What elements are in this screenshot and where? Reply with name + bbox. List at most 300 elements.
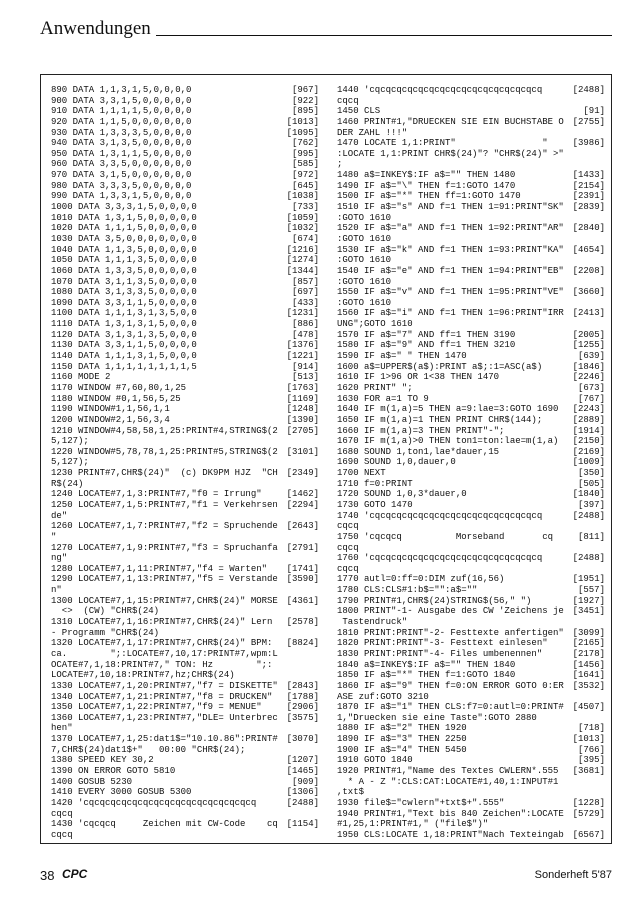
checksum: [1927]: [572, 595, 605, 606]
listing-column-right: [337, 85, 605, 840]
code-line: [337, 372, 605, 383]
checksum: [2839]: [572, 202, 605, 213]
checksum: [1376]: [286, 340, 319, 351]
code-line: [51, 809, 319, 820]
checksum: [2178]: [572, 648, 605, 659]
code-text: UNG";GOTO 1610: [337, 319, 413, 330]
checksum: [1788]: [286, 691, 319, 702]
code-line: [51, 298, 319, 309]
code-text: 1200 WINDOW#2,1,56,3,4: [51, 414, 170, 425]
code-line: [337, 351, 605, 362]
code-line: [51, 596, 319, 607]
code-line: [337, 606, 605, 617]
code-text: 1290 LOCATE#7,1,13:PRINT#7,"f5 = Verstande: [51, 574, 278, 585]
page-header: [40, 14, 612, 44]
checksum: [2578]: [286, 617, 319, 628]
checksum: [1456]: [572, 659, 605, 670]
code-text: OCATE#7,1,18:PRINT#7," TON: Hz ";:: [51, 659, 273, 670]
code-text: 1520 IF a$="a" AND f=1 THEN 1=92:PRINT"AR": [337, 223, 564, 234]
code-text: 1500 IF a$="*" THEN ff=1:GOTO 1470: [337, 191, 521, 202]
code-text: 950 DATA 1,3,1,1,5,0,0,0,0: [51, 148, 192, 159]
checksum: [3986]: [572, 138, 605, 149]
checksum: [3681]: [572, 766, 605, 776]
code-line: [51, 585, 319, 596]
checksum: [2906]: [286, 702, 319, 713]
code-text: 1080 DATA 3,1,3,3,5,0,0,0,0: [51, 287, 197, 298]
code-line: [337, 638, 605, 649]
code-text: 1780 CLS:CLS#1:b$="":a$="": [337, 585, 478, 596]
code-text: 1050 DATA 1,1,1,3,5,0,0,0,0: [51, 255, 197, 266]
checksum: [91]: [583, 106, 605, 117]
code-text: 1610 IF 1>96 OR 1<38 THEN 1470: [337, 372, 500, 383]
code-text: ca. ";:LOCATE#7,10,17:PRINT#7,wpm:L: [51, 648, 278, 659]
code-line: [337, 500, 605, 511]
checksum: [2488]: [572, 85, 605, 95]
code-line: [51, 85, 319, 96]
code-line: [337, 702, 605, 713]
code-line: [51, 649, 319, 660]
code-text: <> (CW) "CHR$(24): [51, 606, 160, 617]
code-text: 5,127);: [51, 457, 89, 468]
checksum: [8824]: [286, 638, 319, 649]
code-line: [51, 755, 319, 766]
code-text: 1260 LOCATE#7,1,7:PRINT#7,"f2 = Spruchende: [51, 521, 278, 532]
code-text: n": [51, 585, 62, 596]
code-line: [337, 468, 605, 479]
code-line: [51, 234, 319, 245]
code-text: R$(24): [51, 478, 84, 489]
code-line: [51, 617, 319, 628]
code-text: :GOTO 1610: [337, 212, 392, 223]
code-line: [51, 340, 319, 351]
checksum: [1009]: [572, 457, 605, 468]
checksum: [3070]: [286, 734, 319, 745]
code-line: [51, 713, 319, 724]
checksum: [1013]: [286, 116, 319, 127]
code-line: [337, 617, 605, 628]
code-text: #1,25,1:PRINT#1," ("file$")": [337, 819, 489, 830]
code-line: [51, 96, 319, 107]
code-text: 890 DATA 1,1,3,1,5,0,0,0,0: [51, 85, 192, 95]
code-text: 1040 DATA 1,1,3,5,0,0,0,0,0: [51, 244, 197, 255]
code-line: [337, 383, 605, 394]
checksum: [1095]: [286, 127, 319, 138]
checksum: [3590]: [286, 574, 319, 585]
code-line: [337, 436, 605, 447]
code-text: 1470 LOCATE 1,1:PRINT" ": [337, 138, 548, 149]
code-line: [337, 85, 605, 96]
checksum: [673]: [577, 382, 605, 393]
checksum: [811]: [577, 531, 605, 542]
checksum: [2643]: [286, 521, 319, 532]
code-text: 1580 IF a$="9" AND ff=1 THEN 3210: [337, 340, 516, 351]
code-text: 5,127);: [51, 436, 89, 447]
section-title: Anwendungen: [40, 18, 151, 39]
code-line: [51, 128, 319, 139]
code-text: 1890 IF a$="3" THEN 2250: [337, 734, 467, 745]
code-line: [337, 809, 605, 820]
code-line: [337, 96, 605, 107]
code-line: [51, 734, 319, 745]
code-line: [337, 117, 605, 128]
checksum: [1465]: [286, 766, 319, 776]
code-text: 1280 LOCATE#7,1,11:PRINT#7,"f4 = Warten": [51, 563, 268, 574]
checksum: [645]: [291, 180, 319, 191]
code-line: [51, 287, 319, 298]
checksum: [762]: [291, 138, 319, 149]
checksum: [2005]: [572, 329, 605, 340]
code-line: [51, 159, 319, 170]
code-line: [51, 606, 319, 617]
checksum: [1228]: [572, 797, 605, 808]
code-text: cqcq: [51, 829, 73, 840]
checksum: [1255]: [572, 340, 605, 351]
code-text: 1510 IF a$="s" AND f=1 THEN 1=91:PRINT"SK": [337, 202, 564, 213]
checksum: [2488]: [572, 510, 605, 521]
code-text: ng": [51, 553, 68, 564]
code-line: [337, 213, 605, 224]
code-text: 1440 'cqcqcqcqcqcqcqcqcqcqcqcqcqcqcqcq: [337, 85, 543, 95]
checksum: [4361]: [286, 595, 319, 606]
code-line: [51, 223, 319, 234]
checksum: [2705]: [286, 425, 319, 436]
code-text: 1930 file$="cwlern"+txt$+".555": [337, 797, 505, 808]
code-text: 1010 DATA 1,3,1,5,0,0,0,0,0: [51, 212, 197, 223]
code-line: [51, 426, 319, 437]
code-line: [51, 787, 319, 798]
code-line: [337, 447, 605, 458]
magazine-logo: CPC: [62, 867, 88, 881]
code-line: [337, 287, 605, 298]
code-text: - Programm "CHR$(24): [51, 627, 160, 638]
checksum: [886]: [291, 319, 319, 330]
checksum: [505]: [577, 478, 605, 489]
code-text: 1540 IF a$="e" AND f=1 THEN 1=94:PRINT"EB": [337, 265, 564, 276]
code-text: 1590 IF a$=" " THEN 1470: [337, 351, 467, 362]
code-line: [51, 681, 319, 692]
code-text: de": [51, 510, 68, 521]
code-line: [337, 755, 605, 766]
code-line: [51, 777, 319, 788]
code-text: 1870 IF a$="1" THEN CLS:f7=0:autl=0:PRINT#: [337, 702, 564, 713]
code-line: [51, 511, 319, 522]
code-text: 1530 IF a$="k" AND f=1 THEN 1=93:PRINT"KA": [337, 244, 564, 255]
code-text: 1840 a$=INKEY$:IF a$="" THEN 1840: [337, 659, 516, 670]
code-text: 1600 a$=UPPER$(a$):PRINT a$;:1=ASC(a$): [337, 361, 543, 372]
code-line: [337, 149, 605, 160]
checksum: [718]: [577, 723, 605, 734]
code-line: [51, 415, 319, 426]
code-text: 1480 a$=INKEY$:IF a$="" THEN 1480: [337, 170, 516, 181]
code-line: [337, 553, 605, 564]
code-text: 1180 WINDOW #0,1,56,5,25: [51, 393, 181, 404]
code-line: [337, 692, 605, 703]
code-line: [51, 489, 319, 500]
code-text: hen": [51, 723, 73, 734]
code-line: [337, 170, 605, 181]
code-line: [51, 543, 319, 554]
code-text: 910 DATA 1,1,1,1,5,0,0,0,0: [51, 106, 192, 117]
code-line: [51, 351, 319, 362]
page-number: 38: [40, 868, 55, 883]
code-line: [337, 660, 605, 671]
code-text: 1910 GOTO 1840: [337, 755, 413, 766]
checksum: [967]: [291, 85, 319, 95]
code-text: 1730 GOTO 1470: [337, 499, 413, 510]
checksum: [3101]: [286, 446, 319, 457]
checksum: [2488]: [286, 797, 319, 808]
checksum: [909]: [291, 776, 319, 787]
code-text: 1410 EVERY 3000 GOSUB 5300: [51, 787, 192, 798]
code-text: 940 DATA 3,1,3,5,0,0,0,0,0: [51, 138, 192, 149]
code-line: [337, 457, 605, 468]
code-text: 1190 WINDOW#1,1,56,1,1: [51, 404, 170, 415]
checksum: [1914]: [572, 425, 605, 436]
code-text: 1640 IF m(1,a)=5 THEN a=9:lae=3:GOTO 1690: [337, 404, 559, 415]
code-line: [337, 734, 605, 745]
code-line: [337, 181, 605, 192]
checksum: [1344]: [286, 265, 319, 276]
code-line: [337, 574, 605, 585]
code-text: 1140 DATA 1,1,1,3,1,5,0,0,0: [51, 351, 197, 362]
code-text: 1770 autl=0:ff=0:DIM zuf(16,56): [337, 574, 505, 585]
code-text: 1880 IF a$="2" THEN 1920: [337, 723, 467, 734]
code-text: Tastendruck": [337, 617, 408, 628]
code-text: 1670 IF m(1,a)>0 THEN ton1=ton:lae=m(1,a): [337, 436, 559, 447]
checksum: [2889]: [572, 414, 605, 425]
code-text: 1710 f=0:PRINT: [337, 478, 413, 489]
checksum: [3451]: [572, 606, 605, 617]
code-text: 1110 DATA 1,3,1,3,1,5,0,0,0: [51, 319, 197, 330]
code-text: 1680 SOUND 1,ton1,lae*dauer,15: [337, 446, 500, 457]
code-text: 1000 DATA 3,3,3,1,5,0,0,0,0: [51, 202, 197, 213]
code-text: :LOCATE 1,1:PRINT CHR$(24)"? "CHR$(24)" >": [337, 148, 564, 159]
code-text: 1750 'cqcqcq Morseband cq: [337, 531, 554, 542]
code-line: [337, 723, 605, 734]
code-text: ,txt$: [337, 787, 365, 798]
code-text: cqcq: [337, 542, 359, 553]
code-line: [337, 532, 605, 543]
code-line: [337, 777, 605, 788]
code-line: [337, 819, 605, 830]
code-line: [51, 830, 319, 841]
checksum: [2154]: [572, 180, 605, 191]
code-line: [337, 319, 605, 330]
code-text: 1800 PRINT"-1- Ausgabe des CW 'Zeichens je: [337, 606, 564, 617]
code-text: ASE zuf:GOTO 3210: [337, 691, 429, 702]
code-line: [51, 553, 319, 564]
checksum: [3099]: [572, 627, 605, 638]
code-line: [337, 298, 605, 309]
code-line: [51, 500, 319, 511]
code-line: [51, 394, 319, 405]
code-line: [337, 745, 605, 756]
checksum: [766]: [577, 744, 605, 755]
checksum: [1462]: [286, 489, 319, 500]
code-line: [51, 692, 319, 703]
code-text: 1940 PRINT#1,"Text bis 840 Zeichen":LOCATE: [337, 808, 564, 819]
code-text: 1160 MODE 2: [51, 372, 111, 383]
code-line: [337, 245, 605, 256]
code-text: 1660 IF m(1,a)=3 THEN PRINT"-";: [337, 425, 505, 436]
checksum: [4507]: [572, 702, 605, 713]
code-text: 1460 PRINT#1,"DRUECKEN SIE EIN BUCHSTABE O: [337, 116, 564, 127]
code-text: 920 DATA 1,1,5,0,0,0,0,0,0: [51, 116, 192, 127]
code-line: [51, 181, 319, 192]
code-text: ;: [337, 159, 343, 170]
checksum: [674]: [291, 233, 319, 244]
code-line: [51, 149, 319, 160]
code-line: [337, 340, 605, 351]
code-line: [337, 128, 605, 139]
code-line: [51, 372, 319, 383]
checksum: [1013]: [572, 734, 605, 745]
checksum: [2246]: [572, 372, 605, 383]
checksum: [972]: [291, 170, 319, 181]
code-text: 7,CHR$(24)dat1$+" 00:00 "CHR$(24);: [51, 744, 246, 755]
code-line: [51, 660, 319, 671]
checksum: [767]: [577, 393, 605, 404]
code-text: 1220 WINDOW#5,78,78,1,25:PRINT#5,STRING$(2: [51, 446, 278, 457]
code-text: 1450 CLS: [337, 106, 381, 117]
checksum: [1248]: [286, 404, 319, 415]
header-rule: [156, 35, 612, 36]
checksum: [1433]: [572, 170, 605, 181]
code-line: [337, 426, 605, 437]
code-line: [337, 511, 605, 522]
checksum: [697]: [291, 287, 319, 298]
code-line: [51, 383, 319, 394]
code-line: [337, 585, 605, 596]
checksum: [2165]: [572, 638, 605, 649]
code-line: [51, 532, 319, 543]
checksum: [1274]: [286, 255, 319, 266]
checksum: [1846]: [572, 361, 605, 372]
checksum: [922]: [291, 95, 319, 106]
code-line: [51, 404, 319, 415]
code-text: 1070 DATA 3,1,1,3,5,0,0,0,0: [51, 276, 197, 287]
code-text: 1830 PRINT:PRINT"-4- Files umbenennen": [337, 648, 543, 659]
checksum: [733]: [291, 202, 319, 213]
code-line: [51, 447, 319, 458]
code-line: [51, 766, 319, 777]
code-text: 1390 ON ERROR GOTO 5810: [51, 766, 176, 776]
code-line: [337, 266, 605, 277]
code-text: 1400 GOSUB 5230: [51, 776, 133, 787]
code-line: [51, 319, 319, 330]
code-line: [51, 702, 319, 713]
code-line: [337, 308, 605, 319]
code-line: [337, 681, 605, 692]
checksum: [2208]: [572, 265, 605, 276]
checksum: [1390]: [286, 414, 319, 425]
code-line: [51, 117, 319, 128]
code-line: [337, 489, 605, 500]
code-line: [51, 106, 319, 117]
checksum: [1032]: [286, 223, 319, 234]
code-text: 960 DATA 3,3,5,0,0,0,0,0,0: [51, 159, 192, 170]
code-text: 1720 SOUND 1,0,3*dauer,0: [337, 489, 467, 500]
code-text: :GOTO 1610: [337, 297, 392, 308]
checksum: [2243]: [572, 404, 605, 415]
code-text: ": [51, 531, 57, 542]
code-text: 990 DATA 1,3,3,1,5,0,0,0,0: [51, 191, 192, 202]
code-line: [51, 330, 319, 341]
code-text: 1350 LOCATE#7,1,22:PRINT#7,"f9 = MENUE": [51, 702, 262, 713]
checksum: [2150]: [572, 436, 605, 447]
code-line: [337, 330, 605, 341]
code-text: 1030 DATA 3,5,0,0,0,0,0,0,0: [51, 233, 197, 244]
code-line: [337, 138, 605, 149]
checksum: [857]: [291, 276, 319, 287]
code-text: 1370 LOCATE#7,1,25:dat1$="10.10.86":PRINT#: [51, 734, 278, 745]
code-text: 1130 DATA 3,3,1,1,5,0,0,0,0: [51, 340, 197, 351]
checksum: [395]: [577, 755, 605, 766]
code-text: 1790 PRINT#1,CHR$(24)STRING$(56," "): [337, 595, 532, 606]
code-line: [51, 745, 319, 756]
code-text: 1550 IF a$="v" AND f=1 THEN 1=95:PRINT"VE": [337, 287, 564, 298]
code-line: [51, 638, 319, 649]
code-line: [51, 308, 319, 319]
code-text: 1270 LOCATE#7,1,9:PRINT#7,"f3 = Spruchanfa: [51, 542, 278, 553]
checksum: [2843]: [286, 680, 319, 691]
code-text: 1760 'cqcqcqcqcqcqcqcqcqcqcqcqcqcqcqcq: [337, 553, 543, 564]
code-text: 1090 DATA 3,3,1,1,5,0,0,0,0: [51, 297, 197, 308]
code-text: 1250 LOCATE#7,1,5:PRINT#7,"f1 = Verkehrsen: [51, 499, 278, 510]
code-text: :GOTO 1610: [337, 233, 392, 244]
checksum: [513]: [291, 372, 319, 383]
listing-column-left: [51, 85, 319, 840]
code-line: [51, 213, 319, 224]
checksum: [6567]: [572, 829, 605, 840]
code-line: [337, 713, 605, 724]
checksum: [1059]: [286, 212, 319, 223]
checksum: [2169]: [572, 446, 605, 457]
checksum: [1951]: [572, 574, 605, 585]
checksum: [1154]: [286, 819, 319, 830]
code-line: [337, 830, 605, 841]
code-line: [51, 245, 319, 256]
code-text: LOCATE#7,10,18:PRINT#7,hz;CHR$(24): [51, 670, 235, 681]
checksum: [478]: [291, 329, 319, 340]
code-text: 1570 IF a$="7" AND ff=1 THEN 3190: [337, 329, 516, 340]
code-text: 1330 LOCATE#7,1,20:PRINT#7,"f7 = DISKETTE": [51, 680, 278, 691]
code-text: 1810 PRINT:PRINT"-2- Festtexte anfertigen": [337, 627, 564, 638]
checksum: [2391]: [572, 191, 605, 202]
code-text: 1060 DATA 1,3,3,5,0,0,0,0,0: [51, 265, 197, 276]
code-line: [337, 106, 605, 117]
code-text: 1420 'cqcqcqcqcqcqcqcqcqcqcqcqcqcqcqcq: [51, 797, 257, 808]
code-text: 1860 IF a$="9" THEN f=0:ON ERROR GOTO 0:ER: [337, 680, 564, 691]
code-line: [51, 362, 319, 373]
code-text: 1700 NEXT: [337, 468, 386, 479]
code-line: [51, 670, 319, 681]
code-line: [51, 723, 319, 734]
code-text: 900 DATA 3,3,1,5,0,0,0,0,0: [51, 95, 192, 106]
code-text: 1490 IF a$="\" THEN f=1:GOTO 1470: [337, 180, 516, 191]
checksum: [639]: [577, 351, 605, 362]
code-text: 1950 CLS:LOCATE 1,18:PRINT"Nach Texteingab: [337, 829, 564, 840]
checksum: [557]: [577, 585, 605, 596]
checksum: [1840]: [572, 489, 605, 500]
checksum: [3575]: [286, 712, 319, 723]
listing-panel: [40, 74, 612, 844]
code-text: DER ZAHL !!!": [337, 127, 408, 138]
code-line: [337, 191, 605, 202]
checksum: [2349]: [286, 468, 319, 479]
checksum: [2840]: [572, 223, 605, 234]
code-line: [337, 234, 605, 245]
